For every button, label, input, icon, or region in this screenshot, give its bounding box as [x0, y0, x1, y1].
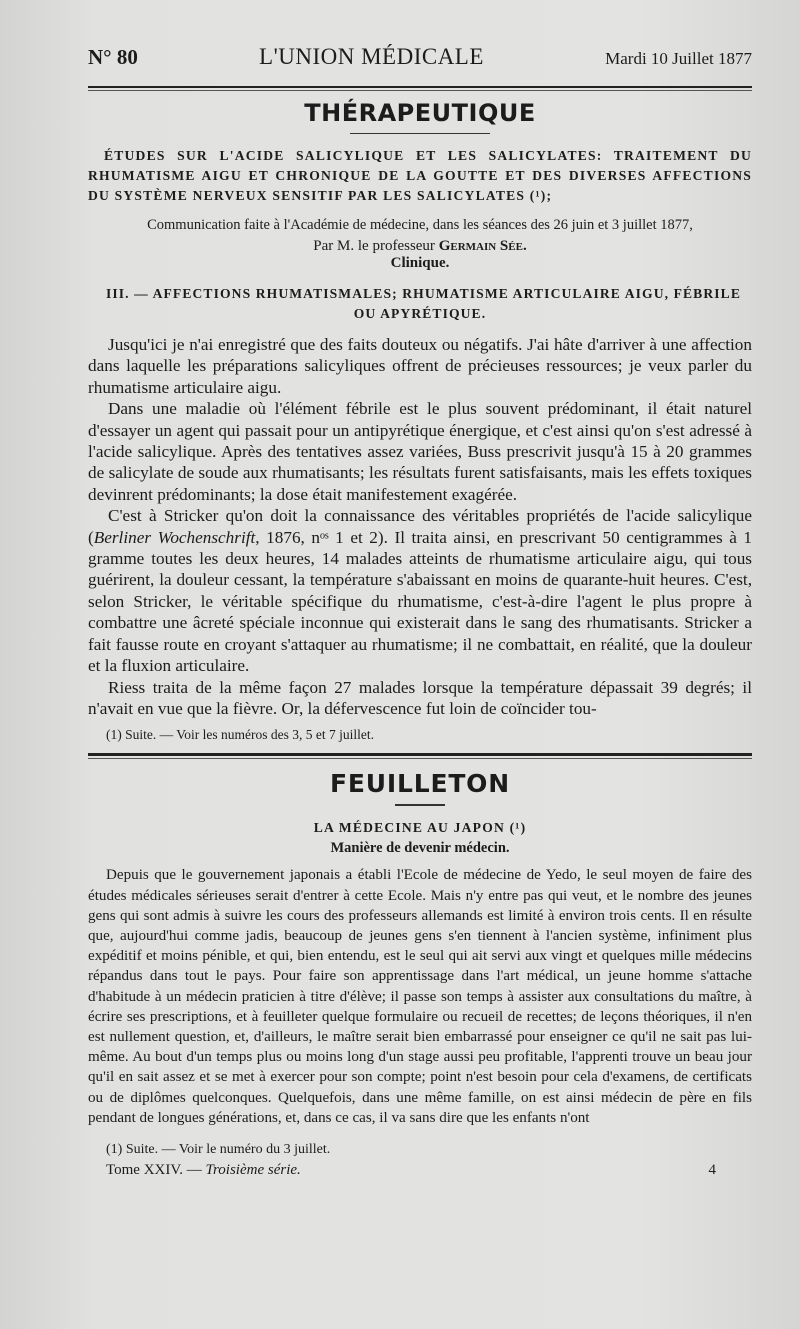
issue-date: Mardi 10 Juillet 1877 [605, 49, 752, 68]
feuilleton-paragraph-1: Depuis que le gouvernement japonais a établi l'Ecole de médecine de Yedo, le seul moyen de faire des études médicales sérieuses serait d'entrer à cette Ecole. Mais n'y entre pas qui veut, et le nombre des jeunes gens qui sont admis à suivre les cours des professeurs allemands est limité à environ trois cents. Il en résulte que, aujourd'hui comme jadis, beaucoup de jeunes gens s'en tiennent à l'ancien système, infiniment plus expéditif et moins pénible, et qui, bien entendu, est le seul qui ait servi aux vingt et quelques mille médecins répandus dans tout le pays. Pour faire son apprentissage dans l'art médical, un jeune homme s'attache d'habitude à un médecin praticien à titre d'élève; il passe son temps à assister aux consultations du maître, à écrire ses prescriptions, et à feuilleter quelque formulaire ou recueil de recettes; de leçons théoriques, il n'en est nullement question, et, d'ailleurs, le maître serait bien embarrassé pour enseigner ce qu'il ne sait pas lui-même. Au bout d'un temps plus ou moins long d'un stage aussi peu profitable, l'apprenti trouve un beau jour qu'il en sait assez et se met à exercer pour son compte; point n'est besoin pour cela d'examens, de certificats ou de diplômes quelconques. Quelquefois, dans une même famille, on est ainsi médecin de père en fils pendant de longues générations, et, dans ce cas, il va sans dire que les enfants n'ont [88, 867, 752, 1126]
feuilleton-title: FEUILLETON [330, 769, 510, 799]
article-body [88, 334, 752, 719]
feuilleton-divider [395, 804, 445, 806]
p3-start: C'est à Stricker qu'on doit la connaissance des véritables propriétés de l'acide salicylique ( [88, 506, 752, 547]
clinique-heading: Clinique. [390, 255, 450, 271]
p3-journal-ref: Berliner Wochenschrift [93, 527, 256, 547]
feuilleton-subheading: Manière de devenir médecin. [330, 840, 510, 857]
p3-rest: , 1876, nᵒˢ 1 et 2). Il traita ainsi, en prescrivant 50 centigrammes à 1 gramme toutes les deux heures, 14 malades atteints de rhumatisme articulaire aigu, qui tous guérirent, la douleur cessant, la température s'abaissant en moins de quarante-huit heures. C'est, selon Stricker, le véritable spécifique du rhumatisme, c'est-à-dire l'agent le plus propre à combattre une âcreté spéciale inconnue qui existerait dans le sang des rhumatisants. Stricker a fait fausse route en croyant s'attaquer au rhumatisme; il ne combattait, en réalité, que la douleur et la fluxion articulaire. [88, 527, 753, 676]
article-footnote: (1) Suite. — Voir les numéros des 3, 5 et 7 juillet. [106, 727, 374, 743]
footer-separator: — [186, 1161, 202, 1178]
article-paragraph-4: Riess traita de la même façon 27 malades lorsque la température dépassait 39 degrés; il n'avait en vue que la fièvre. Or, la défervescence fut loin de coïncider tou- [88, 677, 752, 718]
section-divider [350, 133, 490, 134]
header-rule-thin [88, 90, 752, 91]
feuilleton-body [88, 865, 752, 1128]
subsection-title-cont: OU APYRÉTIQUE. [353, 306, 487, 321]
subsection-title: III. — AFFECTIONS RHUMATISMALES; RHUMATISME ARTICULAIRE AIGU, FÉBRILE [106, 286, 741, 301]
page-header [88, 0, 752, 80]
issue-number: N° 80 [88, 45, 138, 69]
article-paragraph-2: Dans une maladie où l'élément fébrile est le plus souvent prédominant, il était naturel d'essayer un agent qui passait pour un antipyrétique énergique, et c'est ainsi qu'on s'est adressé à l'acide salicylique. Après des tentatives assez variées, Buss prescrivit jusqu'à 15 à 20 grammes de salicylate de soude aux rhumatisants; les résultats furent satisfaisants, mais les effets toxiques devinrent prédominants; la dose était manifestement exagérée. [88, 399, 752, 504]
feuilleton-footnote: (1) Suite. — Voir le numéro du 3 juillet. [106, 1141, 331, 1157]
author-line [88, 238, 752, 255]
section-title: THÉRAPEUTIQUE [304, 99, 536, 127]
feuilleton-rule-thin [88, 758, 752, 759]
sheet-number: 4 [708, 1161, 716, 1178]
author-name: Germain Sée. [438, 238, 527, 254]
series-label: Troisième série. [205, 1161, 301, 1178]
feuilleton-rule [88, 753, 752, 756]
article-paragraph-1: Jusqu'ici je n'ai enregistré que des faits douteux ou négatifs. J'ai hâte d'arriver à une affection dans laquelle les préparations salicyliques offrent de précieuses ressources; je veux parler du rhumatisme articulaire aigu. [88, 335, 752, 397]
article-paragraph-3 [88, 505, 752, 676]
author-prefix: Par M. le professeur [313, 238, 435, 254]
feuilleton-subtitle: LA MÉDECINE AU JAPON (¹) [313, 820, 527, 836]
volume-label: Tome XXIV. [106, 1161, 183, 1178]
page-footer [88, 1162, 752, 1179]
journal-title: L'UNION MÉDICALE [259, 44, 484, 69]
article-title: ÉTUDES SUR L'ACIDE SALICYLIQUE ET LES SALICYLATES: TRAITEMENT DU RHUMATISME AIGU ET CHRONIQUE DE LA GOUTTE ET DES DIVERSES AFFECTIONS DU SYSTÈME NERVEUX SENSITIF PAR LES SALICYLATES (¹); [88, 148, 752, 203]
header-rule [88, 86, 752, 88]
volume-info [106, 1162, 301, 1179]
communication-line: Communication faite à l'Académie de médecine, dans les séances des 26 juin et 3 juillet 1877, [147, 217, 693, 233]
